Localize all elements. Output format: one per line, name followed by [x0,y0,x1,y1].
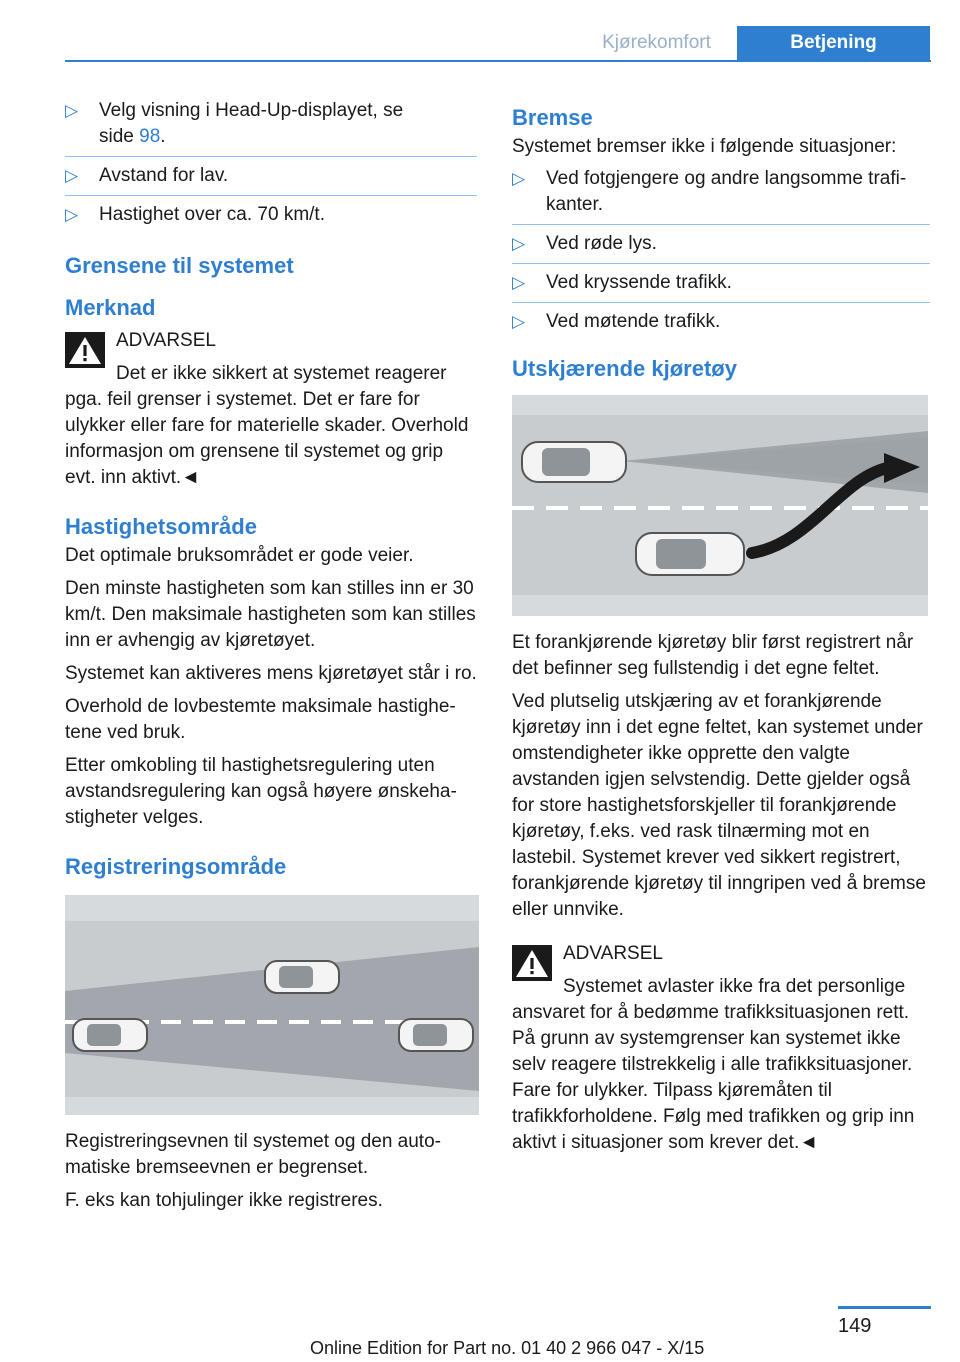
bullet-text: Ved møtende trafikk. [546,311,721,332]
warning-block [512,941,930,1156]
header-tab-section: Kjørekomfort [602,32,711,53]
car-front [265,961,339,993]
bullet-text: Avstand for lav. [99,165,229,186]
paragraph: Et forankjørende kjøretøy blir først registrert når det befinner seg fullstendig i det egne feltet. [512,632,914,679]
warning-title: ADVARSEL [563,943,663,964]
paragraph: Systemet bremser ikke i følgende situasjoner: [512,136,897,157]
list-item [65,98,477,157]
page-number: 149 [838,1315,872,1337]
heading-brake: Bremse [512,105,593,130]
car-ahead [522,442,626,482]
right-column [512,104,930,1163]
heading-limits: Grensene til systemet [65,253,294,278]
list-item [512,231,930,264]
cut-in-illustration [512,395,928,616]
list-item [512,270,930,303]
warning-line1: Systemet avlaster ikke fra det personlige [563,976,906,997]
left-column [65,98,477,1221]
heading-speed: Hastighetsområde [65,514,257,539]
paragraph: Det optimale bruksområdet er gode veier. [65,545,414,566]
list-item [65,163,477,196]
warning-rest: pga. feil grenser i systemet. Det er fare for ulykker eller fare for materielle skader. Overhold informasjon om grensene til systemet og grip evt. inn aktivt.◄ [65,389,469,488]
warning-triangle-icon [65,332,105,368]
footer-edition: Online Edition for Part no. 01 40 2 966 047 - X/15 [310,1338,705,1358]
warning-triangle-icon [512,945,552,981]
bullet-text: Velg visning i Head-Up-displayet, se [99,100,404,121]
warning-block [65,328,477,491]
detection-range-svg [65,895,479,1115]
bullet-text: Ved fotgjengere og andre langsomme trafikanter. [546,168,907,215]
triangle-right-icon: ▷ [512,273,526,292]
footer-rule [838,1306,931,1309]
car-own [636,533,744,575]
warning-title: ADVARSEL [116,330,216,351]
paragraph: Ved plutselig utskjæring av et forankjørende kjøretøy inn i det egne feltet, kan systemet under omstendigheter ikke opprette den valgte avstanden igjen selvstendig. Dette gjelder også for store hastighetsforskjeller til forankjørende kjøretøy, f.eks. ved rask tilnærming mot en lastebil. Systemet krever ved sikkert registrert, forankjørende kjøretøy til inngripen ved å bremse eller unnvike. [512,691,926,920]
paragraph: Den minste hastigheten som kan stilles inn er 30 km/t. Den maksimale hastigheten som kan stilles inn er avhengig av kjøretøyet. [65,578,476,651]
bullet-text: Ved røde lys. [546,233,657,254]
triangle-right-icon: ▷ [65,166,79,185]
triangle-right-icon: ▷ [65,205,79,224]
triangle-right-icon: ▷ [512,169,526,188]
paragraph: Registreringsevnen til systemet og den automatiske bremseevnen er begrenset. [65,1131,441,1178]
car-right [399,1019,473,1051]
bullet-text: Hastighet over ca. 70 km/t. [99,204,325,225]
detection-range-illustration [65,895,479,1115]
paragraph: F. eks kan tohjulinger ikke registreres. [65,1190,383,1211]
warning-rest: ansvaret for å bedømme trafikksituasjonen rett. På grunn av systemgrenser kan systemet ikke selv reagere tilstrekkelig i alle trafikksituasjoner. Fare for ulykker. Tilpass kjøremåten til trafikkforholdene. Følg med trafikken og grip inn aktivt i situasjoner som krever det.◄ [512,1002,915,1153]
paragraph: Etter omkobling til hastighetsregulering uten avstandsregulering kan også høyere ønskehastigheter velges. [65,755,457,828]
paragraph: Systemet kan aktiveres mens kjøretøyet står i ro. [65,663,477,684]
cut-in-svg [512,395,928,616]
warning-line1: Det er ikke sikkert at systemet reagerer [116,363,447,384]
triangle-right-icon: ▷ [65,101,79,120]
list-item [512,166,930,225]
header-tab-chapter: Betjening [737,26,930,60]
triangle-right-icon: ▷ [512,312,526,331]
heading-range: Registreringsområde [65,854,287,879]
bullet-tail: . [160,126,166,147]
header-rule [65,60,931,62]
heading-cutin: Utskjærende kjøretøy [512,356,737,381]
bullet-text: Ved kryssende trafikk. [546,272,732,293]
list-item [65,202,477,228]
paragraph: Overhold de lovbestemte maksimale hastighetene ved bruk. [65,696,456,743]
page-link[interactable]: 98 [139,126,161,147]
car-rear-left [73,1019,147,1051]
bullet-text-2: side [99,126,140,147]
triangle-right-icon: ▷ [512,234,526,253]
heading-note: Merknad [65,295,156,320]
list-item [512,309,930,335]
